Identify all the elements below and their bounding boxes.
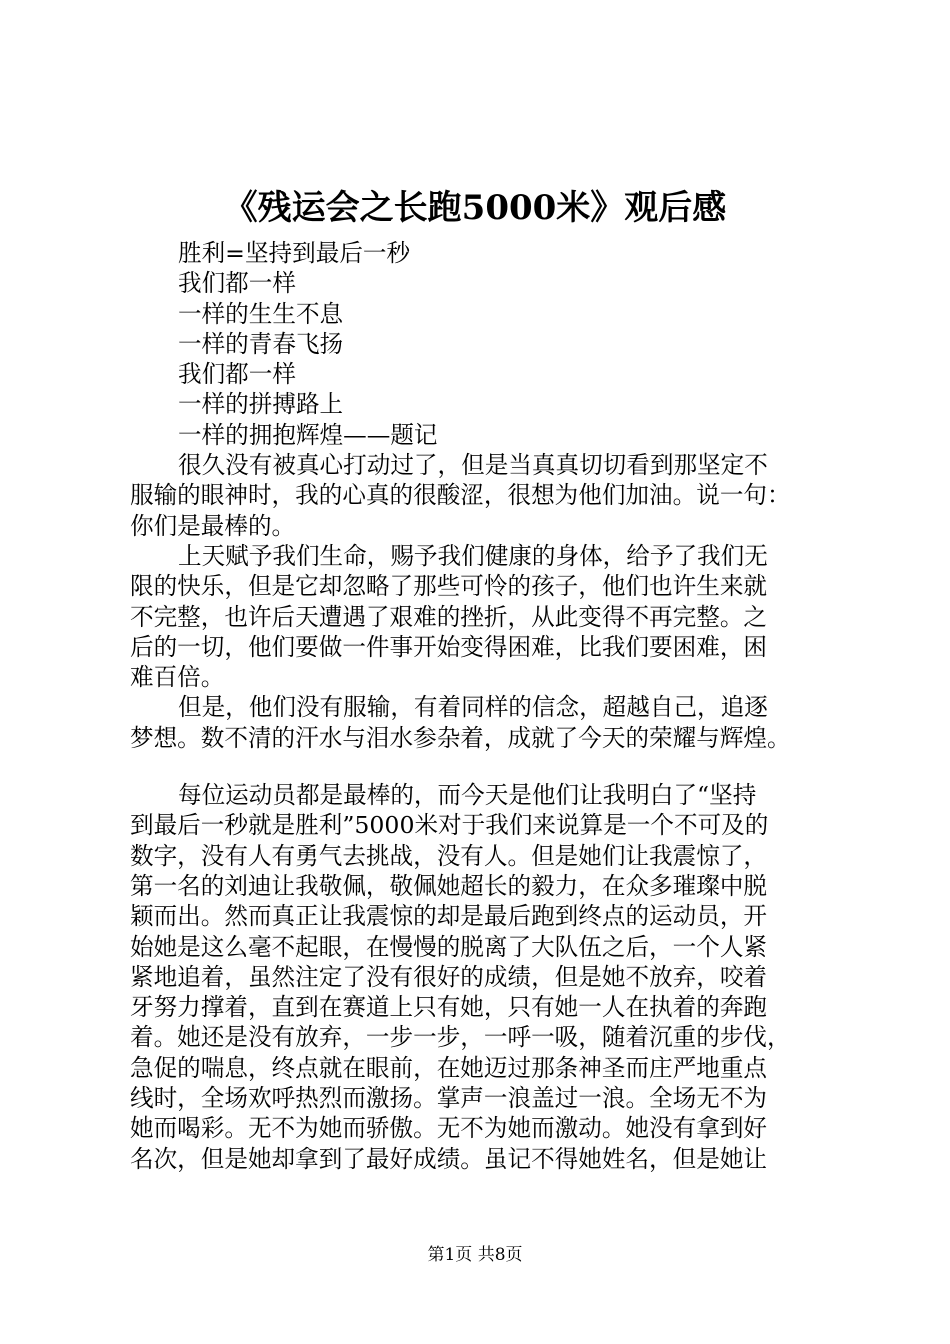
paragraph-line: 名次，但是她却拿到了最好成绩。虽记不得她姓名，但是她让 bbox=[130, 1144, 768, 1173]
poem-line: 一样的拼搏路上 bbox=[178, 390, 344, 419]
document-body bbox=[130, 238, 846, 1174]
paragraph-line: 她而喝彩。无不为她而骄傲。无不为她而激动。她没有拿到好 bbox=[130, 1114, 768, 1143]
poem-line: 一样的生生不息 bbox=[178, 299, 344, 328]
poem-line: 胜利=坚持到最后一秒 bbox=[178, 239, 411, 267]
paragraph-line: 限的快乐，但是它却忽略了那些可怜的孩子，他们也许生来就 bbox=[130, 572, 768, 601]
document-title: 《残运会之长跑5000米》观后感 bbox=[223, 188, 727, 228]
paragraph-line: 到最后一秒就是胜利”5000米对于我们来说算是一个不可及的 bbox=[130, 811, 769, 840]
page-number-footer: 第1页 共8页 bbox=[427, 1245, 523, 1265]
paragraph-line: 但是，他们没有服输，有着同样的信念，超越自己，追逐 bbox=[178, 693, 768, 722]
paragraph-line: 上天赋予我们生命，赐予我们健康的身体，给予了我们无 bbox=[178, 541, 768, 570]
paragraph-gap bbox=[130, 753, 846, 780]
paragraph-line: 数字，没有人有勇气去挑战，没有人。但是她们让我震惊了， bbox=[130, 841, 768, 870]
paragraph-line: 第一名的刘迪让我敬佩，敬佩她超长的毅力，在众多璀璨中脱 bbox=[130, 871, 768, 900]
paragraph-line: 梦想。数不清的汗水与泪水参杂着，成就了今天的荣耀与辉煌。 bbox=[130, 723, 791, 752]
poem-line: 我们都一样 bbox=[178, 360, 296, 389]
paragraph-line: 颖而出。然而真正让我震惊的却是最后跑到终点的运动员，开 bbox=[130, 902, 768, 931]
paragraph-3 bbox=[130, 692, 846, 753]
paragraph-line: 不完整，也许后天遭遇了艰难的挫折，从此变得不再完整。之 bbox=[130, 602, 768, 631]
paragraph-line: 着。她还是没有放弃，一步一步，一呼一吸，随着沉重的步伐， bbox=[130, 1023, 791, 1052]
paragraph-line: 始她是这么毫不起眼，在慢慢的脱离了大队伍之后，一个人紧 bbox=[130, 932, 768, 961]
paragraph-line: 紧地追着，虽然注定了没有很好的成绩，但是她不放弃，咬着 bbox=[130, 962, 768, 991]
paragraph-line: 急促的喘息，终点就在眼前，在她迈过那条神圣而庄严地重点 bbox=[130, 1053, 768, 1082]
paragraph-line: 服输的眼神时，我的心真的很酸涩，很想为他们加油。说一句： bbox=[130, 481, 791, 510]
paragraph-2 bbox=[130, 541, 846, 692]
poem-line: 一样的拥抱辉煌——题记 bbox=[178, 420, 438, 449]
paragraph-line: 每位运动员都是最棒的，而今天是他们让我明白了“坚持 bbox=[178, 781, 757, 810]
paragraph-line: 很久没有被真心打动过了，但是当真真切切看到那坚定不 bbox=[178, 451, 768, 480]
poem-line: 一样的青春飞扬 bbox=[178, 329, 344, 358]
paragraph-line: 线时，全场欢呼热烈而激扬。掌声一浪盖过一浪。全场无不为 bbox=[130, 1084, 768, 1113]
paragraph-4 bbox=[130, 780, 846, 1174]
paragraph-line: 难百倍。 bbox=[130, 663, 225, 692]
paragraph-line: 牙努力撑着，直到在赛道上只有她，只有她一人在执着的奔跑 bbox=[130, 993, 768, 1022]
poem-line: 我们都一样 bbox=[178, 269, 296, 298]
paragraph-1 bbox=[130, 450, 846, 541]
poem-block bbox=[130, 238, 846, 450]
paragraph-line: 后的一切，他们要做一件事开始变得困难，比我们要困难，困 bbox=[130, 632, 768, 661]
paragraph-line: 你们是最棒的。 bbox=[130, 511, 296, 540]
